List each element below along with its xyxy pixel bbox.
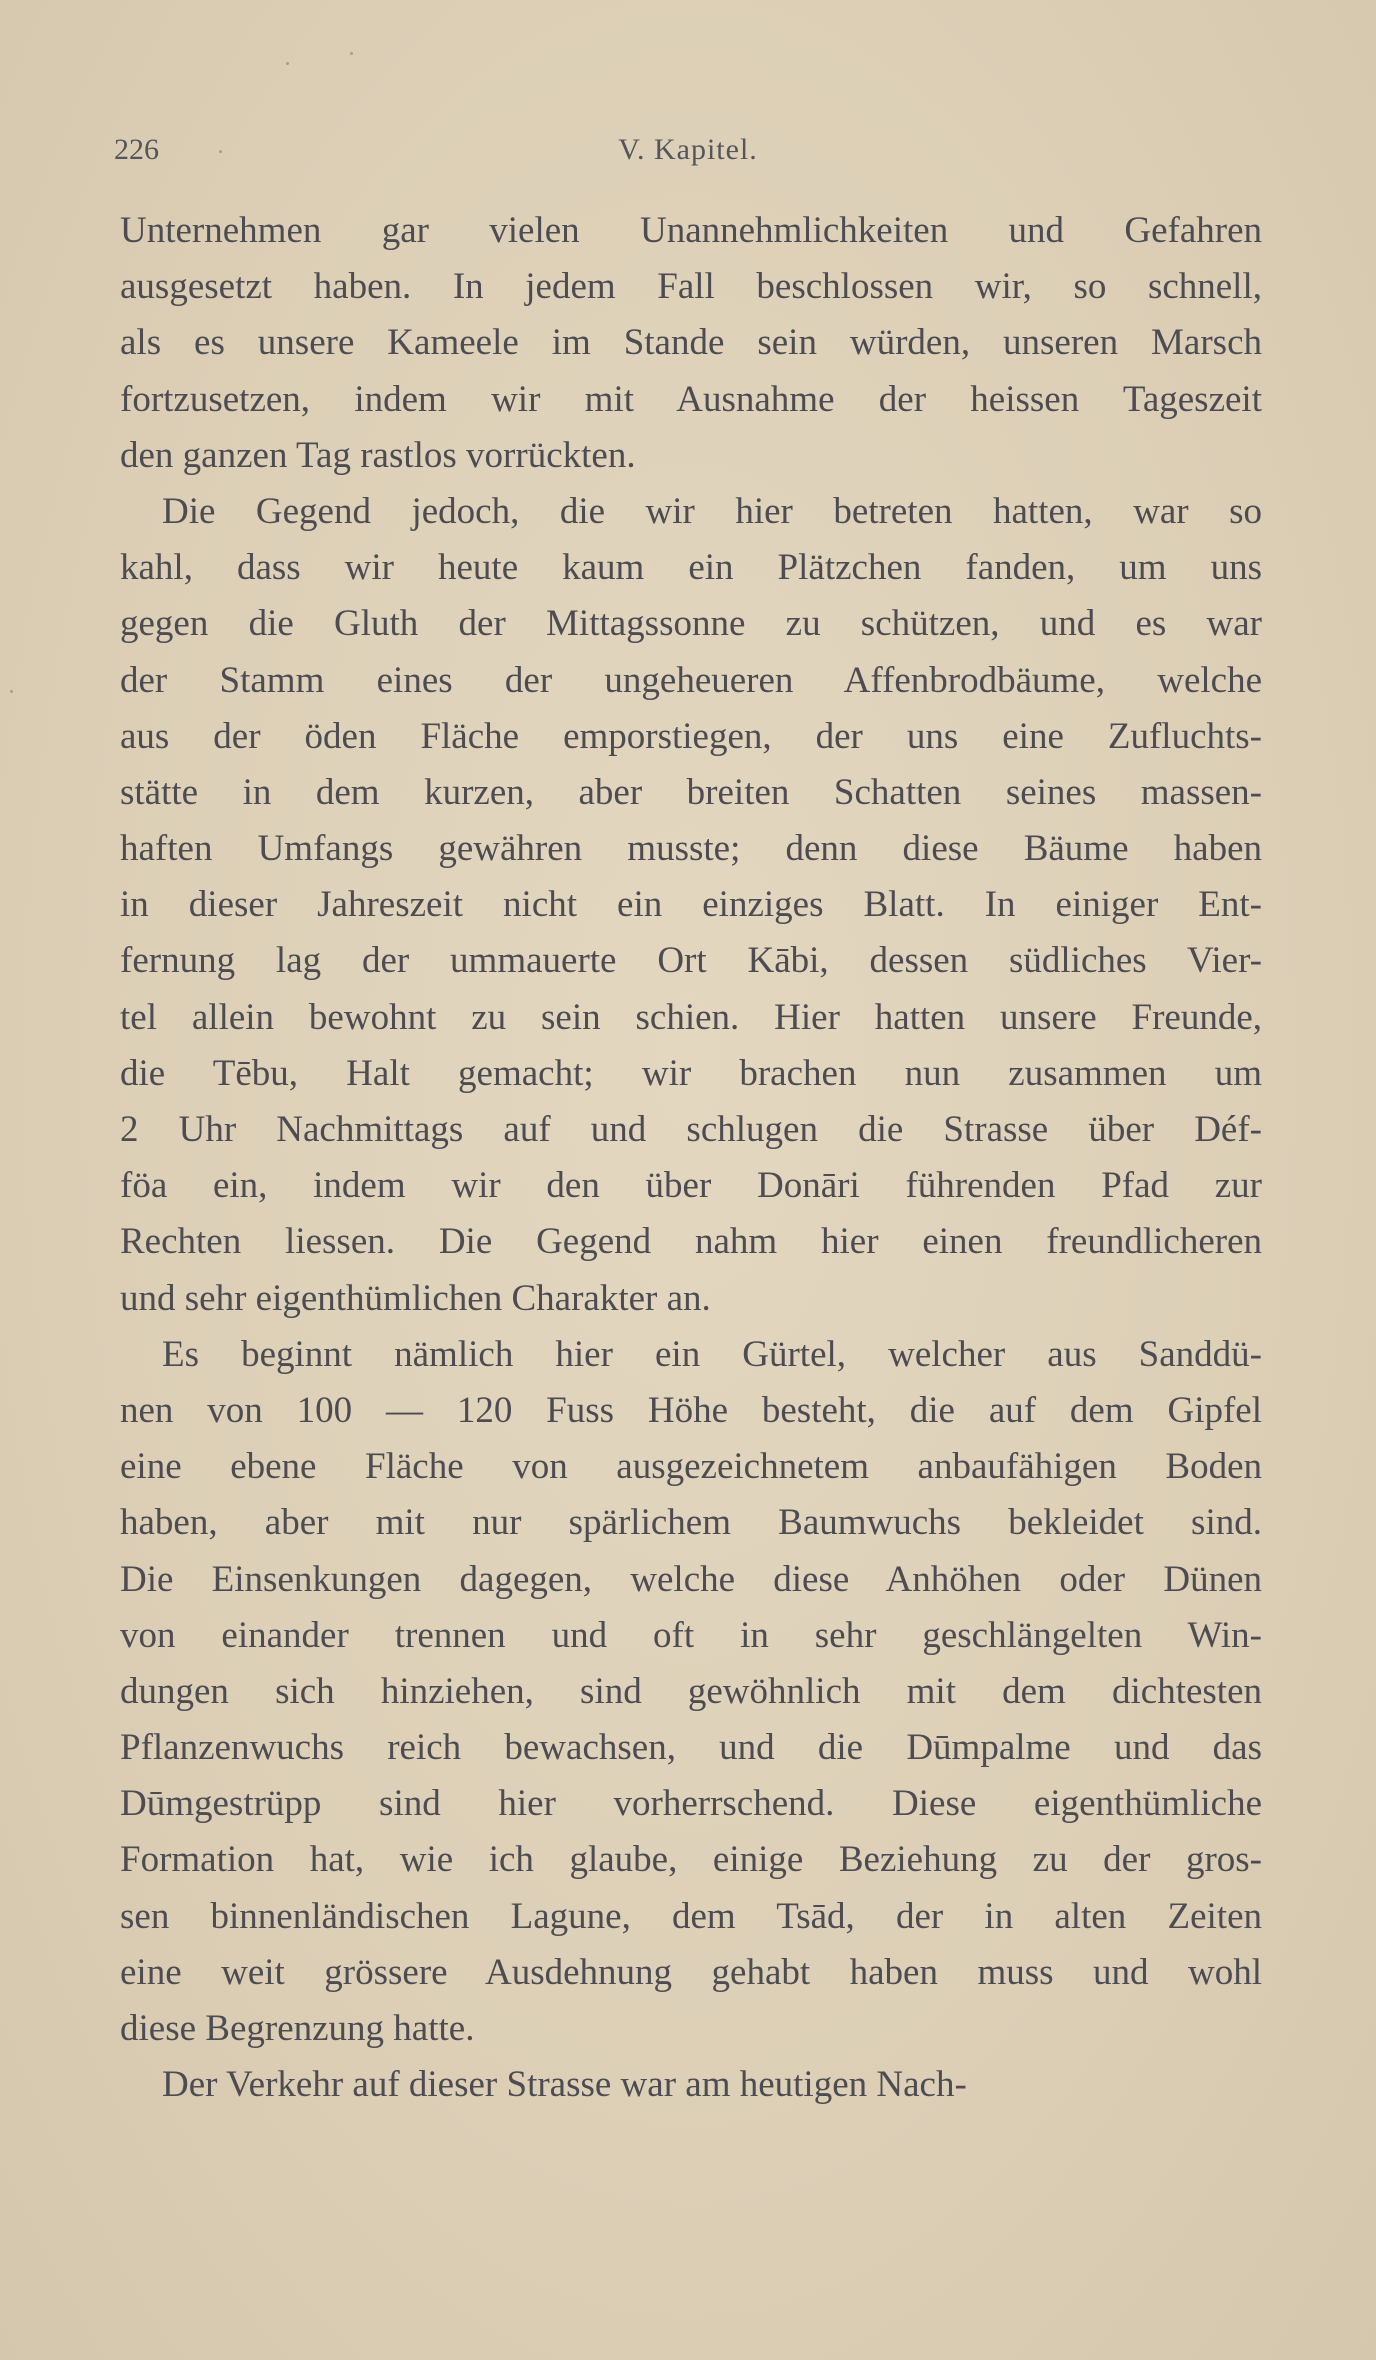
text-line: ausgesetzt haben. In jedem Fall beschlossen wir, so schnell, (120, 266, 1262, 308)
text-line: dungen sich hinziehen, sind gewöhnlich mit dem dichtesten (120, 1670, 1262, 1712)
text-line: fernung lag der ummauerte Ort Kābi, dessen südliches Vier- (120, 940, 1262, 982)
text-line: Unternehmen gar vielen Unannehmlichkeiten und Gefahren (120, 210, 1262, 251)
paper-speck (10, 690, 13, 693)
text-line: als es unsere Kameele im Stande sein würden, unseren Marsch (120, 322, 1262, 364)
text-line: haften Umfangs gewähren musste; denn diese Bäume haben (120, 828, 1262, 870)
text-line: Die Gegend jedoch, die wir hier betreten hatten, war so (162, 490, 1262, 532)
chapter-title: V. Kapitel. (618, 133, 758, 166)
paragraph (120, 1327, 1262, 2057)
text-line: stätte in dem kurzen, aber breiten Schatten seines massen- (120, 771, 1262, 813)
text-line: gegen die Gluth der Mittagssonne zu schützen, und es war (120, 603, 1262, 645)
text-line: eine weit grössere Ausdehnung gehabt haben muss und wohl (120, 1951, 1262, 1993)
text-line: und sehr eigenthümlichen Charakter an. (120, 1277, 711, 1319)
paper-speck (219, 150, 222, 153)
text-line: haben, aber mit nur spärlichem Baumwuchs bekleidet sind. (120, 1502, 1262, 1544)
text-line: Die Einsenkungen dagegen, welche diese Anhöhen oder Dünen (120, 1558, 1262, 1600)
paragraph (120, 2057, 1262, 2113)
paper-speck (286, 62, 289, 65)
text-line: eine ebene Fläche von ausgezeichnetem anbaufähigen Boden (120, 1446, 1262, 1488)
text-line: Formation hat, wie ich glaube, einige Beziehung zu der gros- (120, 1839, 1262, 1881)
paper-speck (350, 52, 353, 55)
text-line: die Tēbu, Halt gemacht; wir brachen nun zusammen um (120, 1052, 1262, 1094)
text-line: in dieser Jahreszeit nicht ein einziges Blatt. In einiger Ent- (120, 884, 1262, 926)
paragraph (120, 484, 1262, 1327)
text-line: den ganzen Tag rastlos vorrückten. (120, 434, 636, 476)
text-line: Pflanzenwuchs reich bewachsen, und die Dūmpalme und das (120, 1727, 1262, 1769)
text-line: von einander trennen und oft in sehr geschlängelten Win- (120, 1614, 1262, 1656)
text-line: der Stamm eines der ungeheueren Affenbrodbäume, welche (120, 659, 1262, 701)
text-line: tel allein bewohnt zu sein schien. Hier hatten unsere Freunde, (120, 996, 1262, 1038)
text-line: aus der öden Fläche emporstiegen, der uns eine Zufluchts- (120, 715, 1262, 757)
text-line: Es beginnt nämlich hier ein Gürtel, welcher aus Sanddü- (162, 1333, 1262, 1375)
text-line: Rechten liessen. Die Gegend nahm hier einen freundlicheren (120, 1221, 1262, 1263)
text-line: Der Verkehr auf dieser Strasse war am heutigen Nach- (162, 2064, 967, 2106)
text-line: föa ein, indem wir den über Donāri führenden Pfad zur (120, 1165, 1262, 1207)
text-line: Dūmgestrüpp sind hier vorherrschend. Diese eigenthümliche (120, 1783, 1262, 1825)
running-head (110, 128, 1266, 172)
text-line: kahl, dass wir heute kaum ein Plätzchen fanden, um uns (120, 547, 1262, 589)
paragraph (120, 203, 1262, 484)
body-text (120, 203, 1262, 2113)
page-number: 226 (114, 133, 159, 166)
text-line: nen von 100 — 120 Fuss Höhe besteht, die auf dem Gipfel (120, 1389, 1262, 1431)
text-line: 2 Uhr Nachmittags auf und schlugen die Strasse über Déf- (120, 1109, 1262, 1150)
text-line: diese Begrenzung hatte. (120, 2008, 475, 2049)
text-line: sen binnenländischen Lagune, dem Tsād, der in alten Zeiten (120, 1895, 1262, 1937)
text-line: fortzusetzen, indem wir mit Ausnahme der heissen Tageszeit (120, 378, 1262, 420)
